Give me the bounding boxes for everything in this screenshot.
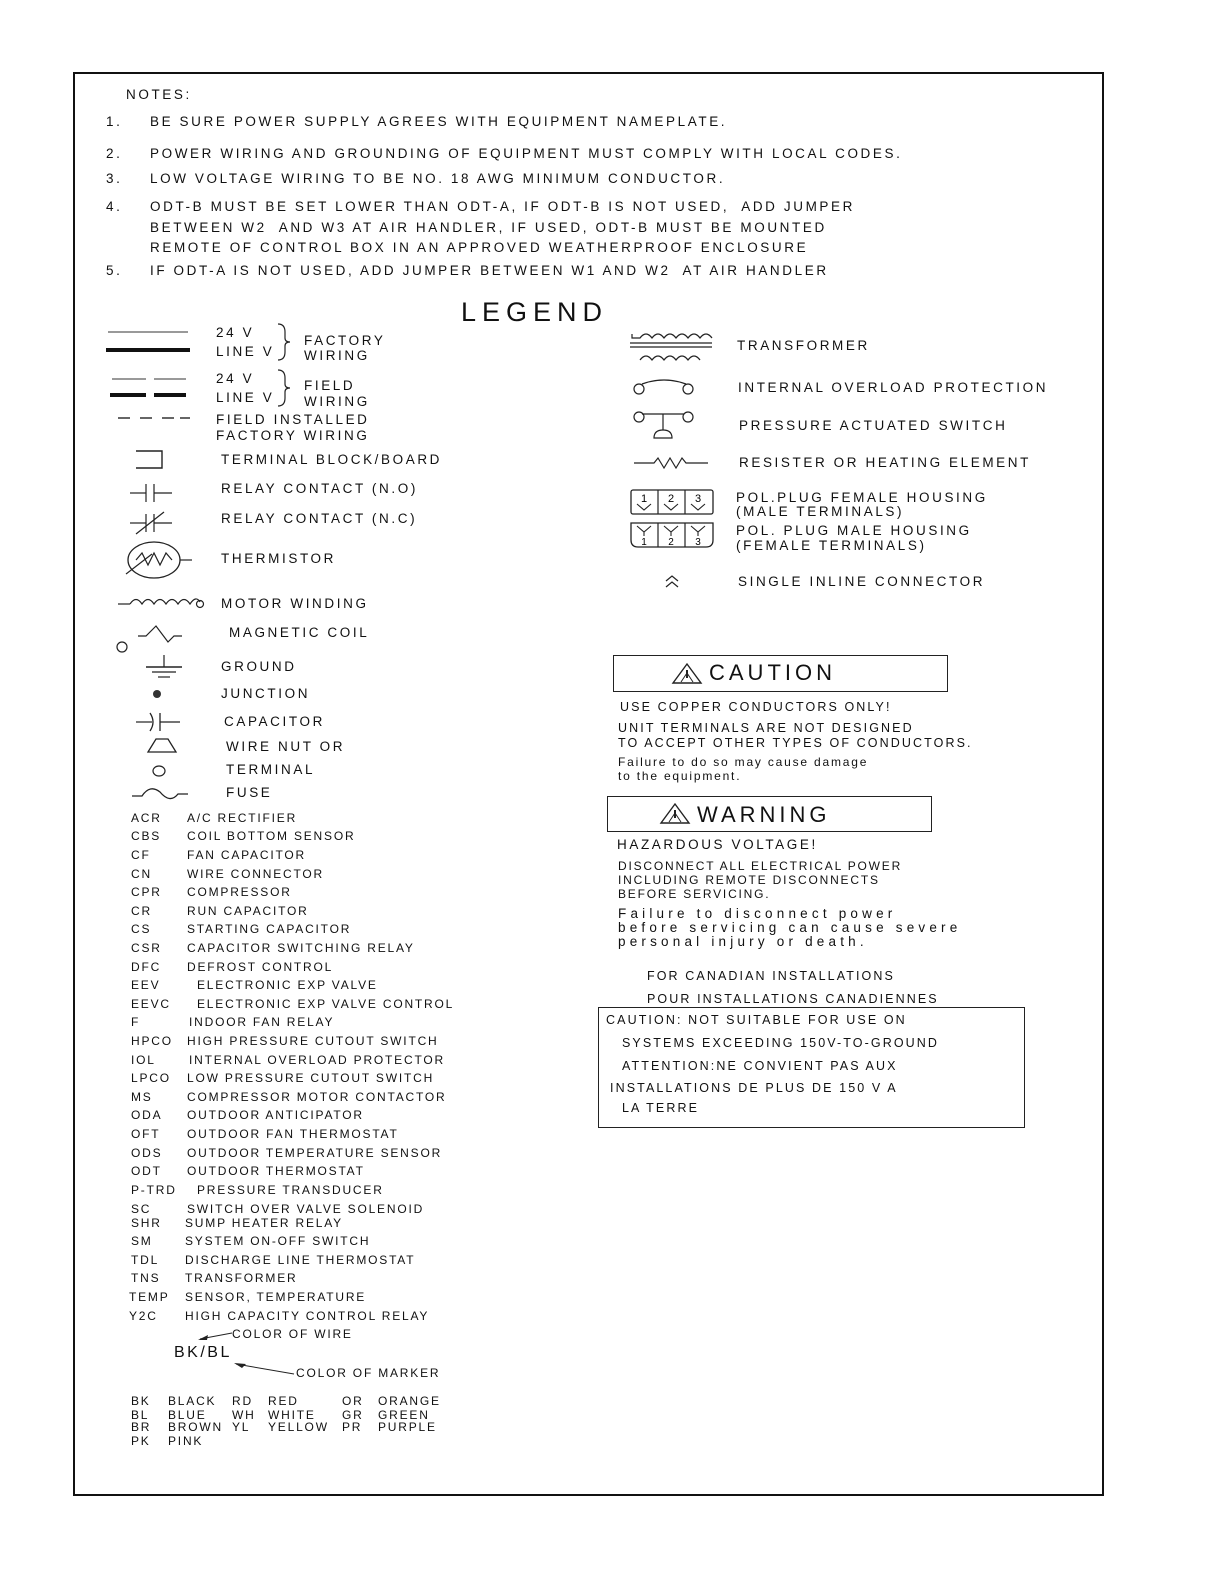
symbol-label: RESISTER OR HEATING ELEMENT <box>739 455 1031 470</box>
caution-text: USE COPPER CONDUCTORS ONLY! <box>620 700 892 714</box>
abbreviation-description: INDOOR FAN RELAY <box>189 1015 335 1029</box>
resistor-icon <box>632 454 712 472</box>
wiring-line-label: LINE V <box>216 390 275 405</box>
terminal-icon <box>150 763 170 779</box>
plug-digit: 2 <box>668 537 674 548</box>
abbreviation-code: LPCO <box>131 1071 171 1085</box>
abbreviation-code: DFC <box>131 960 162 974</box>
color-name: GREEN <box>378 1408 430 1422</box>
relay-contact-no-icon <box>126 480 176 506</box>
abbreviation-code: EEVC <box>131 997 171 1011</box>
abbreviation-description: INTERNAL OVERLOAD PROTECTOR <box>189 1053 445 1067</box>
color-code: BK <box>131 1394 151 1408</box>
color-code: GR <box>342 1408 364 1422</box>
color-name: BLACK <box>168 1394 217 1408</box>
abbreviation-description: COMPRESSOR <box>187 885 292 899</box>
wire-nut-icon <box>146 736 180 756</box>
abbreviation-code: SC <box>131 1202 152 1216</box>
abbreviation-code: F <box>131 1015 141 1029</box>
abbreviation-description: DEFROST CONTROL <box>187 960 334 974</box>
abbreviation-code: CN <box>131 867 152 881</box>
note-text: BE SURE POWER SUPPLY AGREES WITH EQUIPMENT NAMEPLATE. <box>150 114 728 129</box>
warning-text: Failure to disconnect power <box>618 906 897 921</box>
color-name: PURPLE <box>378 1420 437 1434</box>
junction-icon <box>148 686 168 702</box>
abbreviation-description: ELECTRONIC EXP VALVE <box>197 978 378 992</box>
abbreviation-description: SYSTEM ON-OFF SWITCH <box>185 1234 371 1248</box>
abbreviation-description: COMPRESSOR MOTOR CONTACTOR <box>187 1090 447 1104</box>
warning-title: WARNING <box>697 802 831 827</box>
abbreviation-description: OUTDOOR TEMPERATURE SENSOR <box>187 1146 443 1160</box>
thermistor-icon <box>122 538 194 582</box>
color-of-marker-label: COLOR OF MARKER <box>296 1366 441 1380</box>
abbreviation-code: HPCO <box>131 1034 173 1048</box>
wiring-lines-icon <box>100 325 200 425</box>
inline-connector-icon <box>664 574 682 590</box>
male-housing-icon <box>628 520 716 550</box>
abbreviation-description: HIGH CAPACITY CONTROL RELAY <box>185 1309 430 1323</box>
color-code: PK <box>131 1434 151 1448</box>
abbreviation-description: LOW PRESSURE CUTOUT SWITCH <box>187 1071 435 1085</box>
abbreviation-description: SUMP HEATER RELAY <box>185 1216 343 1230</box>
color-code: PR <box>342 1420 363 1434</box>
notes-heading: NOTES: <box>126 87 192 102</box>
warning-text: DISCONNECT ALL ELECTRICAL POWER <box>618 859 903 873</box>
canadian-text: INSTALLATIONS DE PLUS DE 150 V A <box>610 1081 898 1095</box>
note-number: 1. <box>106 114 123 129</box>
abbreviation-description: A/C RECTIFIER <box>187 811 298 825</box>
terminal-block-icon <box>130 448 170 472</box>
symbol-label: GROUND <box>221 659 297 674</box>
plug-digit: 1 <box>641 537 647 548</box>
wiring-label: WIRING <box>304 348 370 363</box>
abbreviation-description: WIRE CONNECTOR <box>187 867 324 881</box>
wiring-24v-label: 24 V <box>216 371 255 386</box>
plug-digit: 2 <box>667 493 675 505</box>
caution-text: Failure to do so may cause damage <box>618 755 869 769</box>
abbreviation-description: OUTDOOR THERMOSTAT <box>187 1164 365 1178</box>
symbol-label: TERMINAL BLOCK/BOARD <box>221 452 443 467</box>
symbol-label: TERMINAL <box>226 762 316 777</box>
abbreviation-code: P-TRD <box>131 1183 177 1197</box>
warning-text: before servicing can cause severe <box>618 920 962 935</box>
warning-text: HAZARDOUS VOLTAGE! <box>617 837 818 852</box>
symbol-label: MAGNETIC COIL <box>229 625 370 640</box>
color-name: PINK <box>168 1434 204 1448</box>
plug-digit: 3 <box>695 537 701 548</box>
abbreviation-description: HIGH PRESSURE CUTOUT SWITCH <box>187 1034 439 1048</box>
abbreviation-description: STARTING CAPACITOR <box>187 922 352 936</box>
wire-code-example: BK/BL <box>174 1344 232 1361</box>
note-text: BETWEEN W2 AND W3 AT AIR HANDLER, IF USED, ODT-B MUST BE MOUNTED <box>150 220 827 235</box>
abbreviation-description: COIL BOTTOM SENSOR <box>187 829 356 843</box>
abbreviation-description: SENSOR, TEMPERATURE <box>185 1290 367 1304</box>
note-text: REMOTE OF CONTROL BOX IN AN APPROVED WEATHERPROOF ENCLOSURE <box>150 240 809 255</box>
caution-triangle-icon <box>671 662 705 686</box>
abbreviation-description: FAN CAPACITOR <box>187 848 306 862</box>
plug-digit: 1 <box>640 493 648 505</box>
symbol-label: MOTOR WINDING <box>221 596 369 611</box>
abbreviation-code: ODT <box>131 1164 162 1178</box>
caution-text: to the equipment. <box>618 769 742 783</box>
factory-wiring-label: FACTORY WIRING <box>216 428 370 443</box>
warning-triangle-icon <box>659 802 693 826</box>
symbol-sublabel: (MALE TERMINALS) <box>736 504 905 519</box>
color-code: BL <box>131 1408 150 1422</box>
internal-overload-icon <box>630 376 700 398</box>
abbreviation-description: TRANSFORMER <box>185 1271 298 1285</box>
legend-title: LEGEND <box>461 297 609 327</box>
symbol-label: THERMISTOR <box>221 551 337 566</box>
brace-icon <box>276 322 292 362</box>
color-code: OR <box>342 1394 364 1408</box>
symbol-label: PRESSURE ACTUATED SWITCH <box>739 418 1008 433</box>
note-number: 5. <box>106 263 123 278</box>
abbreviation-code: ODS <box>131 1146 163 1160</box>
ground-icon <box>142 653 186 681</box>
symbol-label: RELAY CONTACT (N.C) <box>221 511 418 526</box>
field-installed-label: FIELD INSTALLED <box>216 412 370 427</box>
plug-digit: 3 <box>694 493 702 505</box>
color-name: BLUE <box>168 1408 207 1422</box>
abbreviation-code: SHR <box>131 1216 162 1230</box>
color-code: RD <box>232 1394 253 1408</box>
fuse-icon <box>130 782 192 806</box>
transformer-icon <box>628 330 716 364</box>
abbreviation-description: OUTDOOR FAN THERMOSTAT <box>187 1127 399 1141</box>
wiring-24v-label: 24 V <box>216 325 255 340</box>
symbol-label: JUNCTION <box>221 686 311 701</box>
abbreviation-description: RUN CAPACITOR <box>187 904 309 918</box>
abbreviation-description: ELECTRONIC EXP VALVE CONTROL <box>197 997 455 1011</box>
abbreviation-code: EEV <box>131 978 161 992</box>
abbreviation-code: Y2C <box>129 1309 158 1323</box>
canadian-heading-fr: POUR INSTALLATIONS CANADIENNES <box>647 992 939 1006</box>
capacitor-icon <box>134 710 184 734</box>
symbol-label: FUSE <box>226 785 273 800</box>
pressure-switch-icon <box>630 408 700 442</box>
abbreviation-code: CBS <box>131 829 162 843</box>
factory-label: FACTORY <box>304 333 386 348</box>
color-code: BR <box>131 1420 152 1434</box>
brace-icon <box>276 368 292 408</box>
symbol-label: RELAY CONTACT (N.O) <box>221 481 418 496</box>
abbreviation-description: OUTDOOR ANTICIPATOR <box>187 1108 364 1122</box>
symbol-label: INTERNAL OVERLOAD PROTECTION <box>738 380 1049 395</box>
caution-title: CAUTION <box>709 660 836 685</box>
abbreviation-code: IOL <box>131 1053 156 1067</box>
canadian-text: ATTENTION:NE CONVIENT PAS AUX <box>622 1059 898 1073</box>
symbol-label: WIRE NUT OR <box>226 739 346 754</box>
color-code: WH <box>232 1408 256 1422</box>
caution-text: TO ACCEPT OTHER TYPES OF CONDUCTORS. <box>618 736 973 750</box>
color-code: YL <box>232 1420 251 1434</box>
abbreviation-code: SM <box>131 1234 153 1248</box>
symbol-sublabel: (FEMALE TERMINALS) <box>736 538 927 553</box>
note-text: ODT-B MUST BE SET LOWER THAN ODT-A, IF ODT-B IS NOT USED, ADD JUMPER <box>150 199 855 214</box>
note-text: IF ODT-A IS NOT USED, ADD JUMPER BETWEEN W1 AND W2 AT AIR HANDLER <box>150 263 829 278</box>
abbreviation-code: OFT <box>131 1127 161 1141</box>
abbreviation-code: TEMP <box>129 1290 170 1304</box>
color-name: ORANGE <box>378 1394 441 1408</box>
note-number: 2. <box>106 146 123 161</box>
symbol-label: POL.PLUG FEMALE HOUSING <box>736 490 988 505</box>
warning-text: INCLUDING REMOTE DISCONNECTS <box>618 873 880 887</box>
abbreviation-code: CS <box>131 922 152 936</box>
abbreviation-description: CAPACITOR SWITCHING RELAY <box>187 941 415 955</box>
abbreviation-description: PRESSURE TRANSDUCER <box>197 1183 384 1197</box>
abbreviation-description: SWITCH OVER VALVE SOLENOID <box>187 1202 425 1216</box>
abbreviation-code: CF <box>131 848 151 862</box>
color-name: WHITE <box>268 1408 316 1422</box>
warning-text: BEFORE SERVICING. <box>618 887 771 901</box>
wiring-label: WIRING <box>304 394 370 409</box>
abbreviation-code: ODA <box>131 1108 163 1122</box>
motor-winding-icon <box>116 593 208 613</box>
warning-text: personal injury or death. <box>618 934 868 949</box>
field-label: FIELD <box>304 378 356 393</box>
abbreviation-code: MS <box>131 1090 153 1104</box>
canadian-heading: FOR CANADIAN INSTALLATIONS <box>647 969 895 983</box>
symbol-label: SINGLE INLINE CONNECTOR <box>738 574 986 589</box>
abbreviation-code: CR <box>131 904 152 918</box>
abbreviation-code: TDL <box>131 1253 160 1267</box>
relay-contact-nc-icon <box>126 510 176 536</box>
wiring-line-label: LINE V <box>216 344 275 359</box>
abbreviation-code: ACR <box>131 811 162 825</box>
caution-text: UNIT TERMINALS ARE NOT DESIGNED <box>618 721 914 735</box>
color-of-wire-label: COLOR OF WIRE <box>232 1327 353 1341</box>
canadian-text: SYSTEMS EXCEEDING 150V-TO-GROUND <box>622 1036 940 1050</box>
abbreviation-code: CSR <box>131 941 162 955</box>
female-housing-icon <box>628 488 716 518</box>
symbol-label: POL. PLUG MALE HOUSING <box>736 523 972 538</box>
symbol-label: CAPACITOR <box>224 714 325 729</box>
magnetic-coil-icon <box>112 620 192 654</box>
note-text: POWER WIRING AND GROUNDING OF EQUIPMENT MUST COMPLY WITH LOCAL CODES. <box>150 146 903 161</box>
note-number: 3. <box>106 171 123 186</box>
abbreviation-code: TNS <box>131 1271 161 1285</box>
note-text: LOW VOLTAGE WIRING TO BE NO. 18 AWG MINIMUM CONDUCTOR. <box>150 171 726 186</box>
symbol-label: TRANSFORMER <box>737 338 870 353</box>
abbreviation-code: CPR <box>131 885 162 899</box>
color-name: RED <box>268 1394 299 1408</box>
note-number: 4. <box>106 199 123 214</box>
color-name: YELLOW <box>268 1420 329 1434</box>
canadian-text: LA TERRE <box>622 1101 700 1115</box>
canadian-text: CAUTION: NOT SUITABLE FOR USE ON <box>606 1013 907 1027</box>
color-name: BROWN <box>168 1420 223 1434</box>
abbreviation-description: DISCHARGE LINE THERMOSTAT <box>185 1253 416 1267</box>
